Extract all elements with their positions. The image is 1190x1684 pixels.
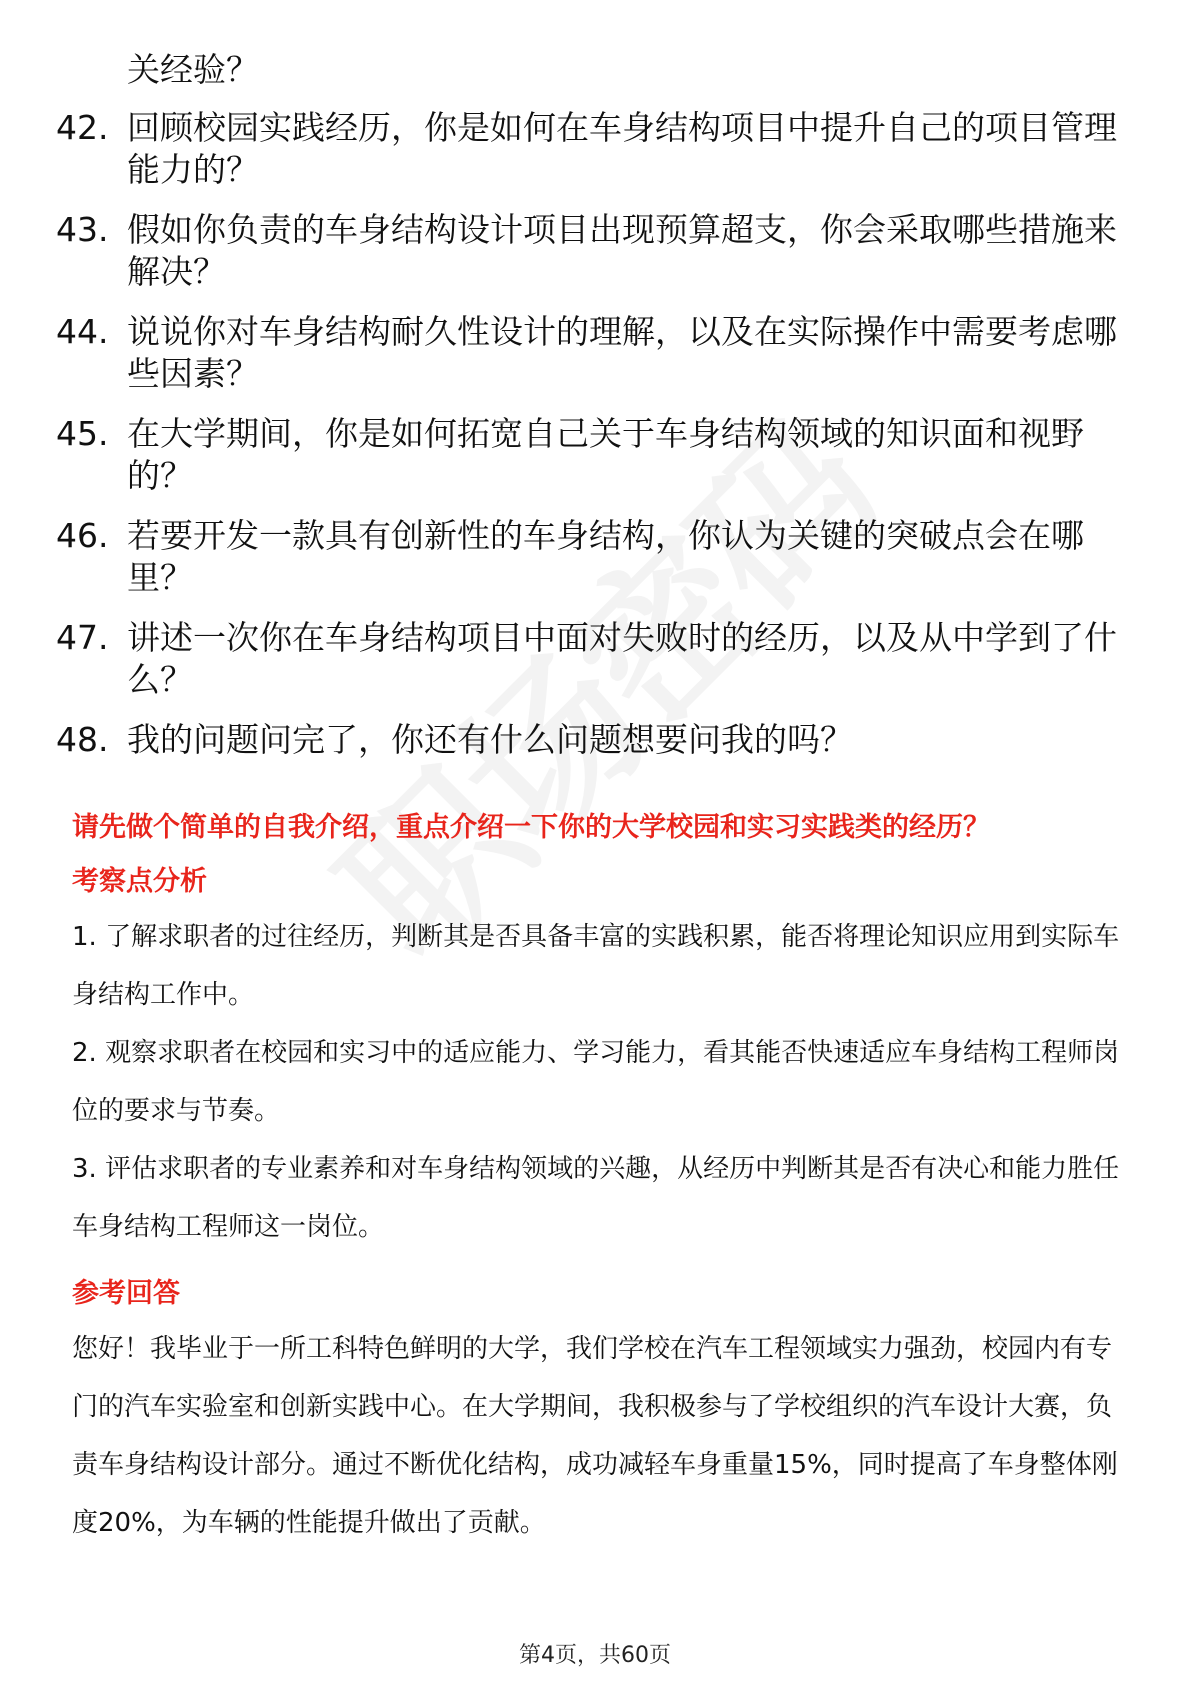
analysis-point: 1. 了解求职者的过往经历，判断其是否具备丰富的实践积累，能否将理论知识应用到实际车身结构工作中。: [72, 922, 1120, 1010]
question-item: [56, 617, 1126, 701]
question-number: 46.: [56, 516, 109, 555]
question-number: 47.: [56, 618, 109, 657]
page-footer: 第4页，共60页: [519, 1643, 671, 1668]
question-item: [56, 209, 1126, 293]
answer-section: [72, 808, 1122, 1552]
question-item: [56, 515, 1126, 599]
question-text: 我的问题问完了，你还有什么问题想要问我的吗？: [127, 720, 853, 759]
question-number: 44.: [56, 312, 109, 351]
question-continuation: 关经验？: [127, 50, 259, 89]
analysis-heading: 考察点分析: [72, 866, 207, 897]
question-number: 48.: [56, 720, 109, 759]
question-number: 42.: [56, 108, 109, 147]
question-text: 说说你对车身结构耐久性设计的理解，以及在实际操作中需要考虑哪些因素？: [127, 312, 1117, 393]
question-number: 43.: [56, 210, 109, 249]
question-list: [56, 48, 1126, 779]
analysis-point: 2. 观察求职者在校园和实习中的适应能力、学习能力，看其能否快速适应车身结构工程师岗位的要求与节奏。: [72, 1038, 1120, 1126]
section-question: 请先做个简单的自我介绍，重点介绍一下你的大学校园和实习实践类的经历？: [72, 812, 990, 843]
question-text: 假如你负责的车身结构设计项目出现预算超支，你会采取哪些措施来解决？: [127, 210, 1117, 291]
question-item: [56, 413, 1126, 497]
question-text: 回顾校园实践经历，你是如何在车身结构项目中提升自己的项目管理能力的？: [127, 108, 1117, 189]
question-text: 在大学期间，你是如何拓宽自己关于车身结构领域的知识面和视野的？: [127, 414, 1084, 495]
question-item: [56, 719, 1126, 761]
question-text: 讲述一次你在车身结构项目中面对失败时的经历，以及从中学到了什么？: [127, 618, 1117, 699]
question-text: 若要开发一款具有创新性的车身结构，你认为关键的突破点会在哪里？: [127, 516, 1084, 597]
question-item: [56, 107, 1126, 191]
spacer: [72, 1256, 1122, 1274]
question-number: 45.: [56, 414, 109, 453]
answer-heading: 参考回答: [72, 1278, 180, 1309]
question-item: [56, 311, 1126, 395]
analysis-point: 3. 评估求职者的专业素养和对车身结构领域的兴趣，从经历中判断其是否有决心和能力胜任车身结构工程师这一岗位。: [72, 1154, 1120, 1242]
answer-text: 您好！我毕业于一所工科特色鲜明的大学，我们学校在汽车工程领域实力强劲，校园内有专门的汽车实验室和创新实践中心。在大学期间，我积极参与了学校组织的汽车设计大赛，负责车身结构设计部分。通过不断优化结构，成功减轻车身重量15%，同时提高了车身整体刚度20%，为车辆的性能提升做出了贡献。: [72, 1334, 1118, 1538]
